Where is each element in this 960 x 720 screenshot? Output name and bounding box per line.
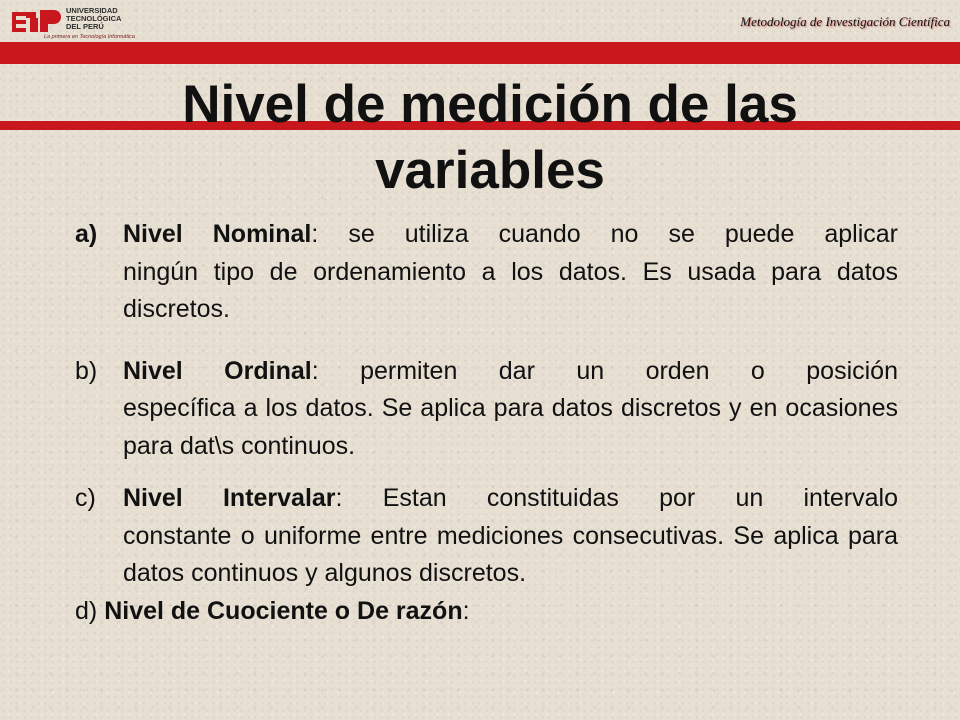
list-marker: b)	[75, 356, 98, 385]
list-item-first-line	[75, 216, 898, 254]
slide-body	[75, 216, 898, 630]
list-item-text-continued: específica a los datos. Se aplica para datos discretos y en ocasiones para dat\s continuos.	[123, 394, 898, 460]
list-item-first-line	[75, 480, 898, 518]
slide-title-line2: variables	[375, 141, 605, 200]
list-item-text: :	[462, 596, 470, 625]
course-caption: Metodología de Investigación Científica	[740, 14, 950, 29]
list-item	[75, 593, 898, 631]
list-item-text: : Estan constituidas por un intervalo	[335, 484, 898, 512]
university-logo	[10, 6, 160, 40]
list-item	[75, 480, 898, 593]
list-item	[75, 216, 898, 329]
slide-title-line1: Nivel de medición de las	[182, 75, 798, 134]
list-item-term: Nivel Intervalar	[123, 484, 336, 512]
list-item-text-continued: constante o uniforme entre mediciones consecutivas. Se aplica para datos continuos y algunos discretos.	[123, 521, 898, 587]
list-item-term: Nivel de Cuociente o De razón	[104, 596, 463, 625]
logo-text-line1: UNIVERSIDAD	[66, 6, 118, 15]
logo-tagline: La primera en Tecnología Informática	[44, 34, 135, 40]
list-item-term: Nivel Ordinal	[123, 356, 312, 385]
list-item-term: Nivel Nominal	[123, 220, 312, 248]
list-marker: d)	[75, 596, 98, 625]
list-item	[75, 353, 898, 466]
list-marker: a)	[75, 220, 98, 248]
top-red-bar	[0, 42, 960, 64]
list-item-text: : permiten dar un orden o posición	[311, 356, 898, 385]
slide-title	[0, 72, 960, 204]
logo-text-line2: TECNOLÓGICA	[66, 14, 122, 23]
logo-text-line3: DEL PERÚ	[66, 22, 104, 31]
list-marker: c)	[75, 484, 96, 512]
utp-logo-icon	[10, 6, 62, 36]
list-item-text: : se utiliza cuando no se puede aplicar	[311, 220, 898, 248]
list-item-first-line	[75, 353, 898, 391]
list-item-text-continued: ningún tipo de ordenamiento a los datos. Es usada para datos discretos.	[123, 257, 898, 323]
